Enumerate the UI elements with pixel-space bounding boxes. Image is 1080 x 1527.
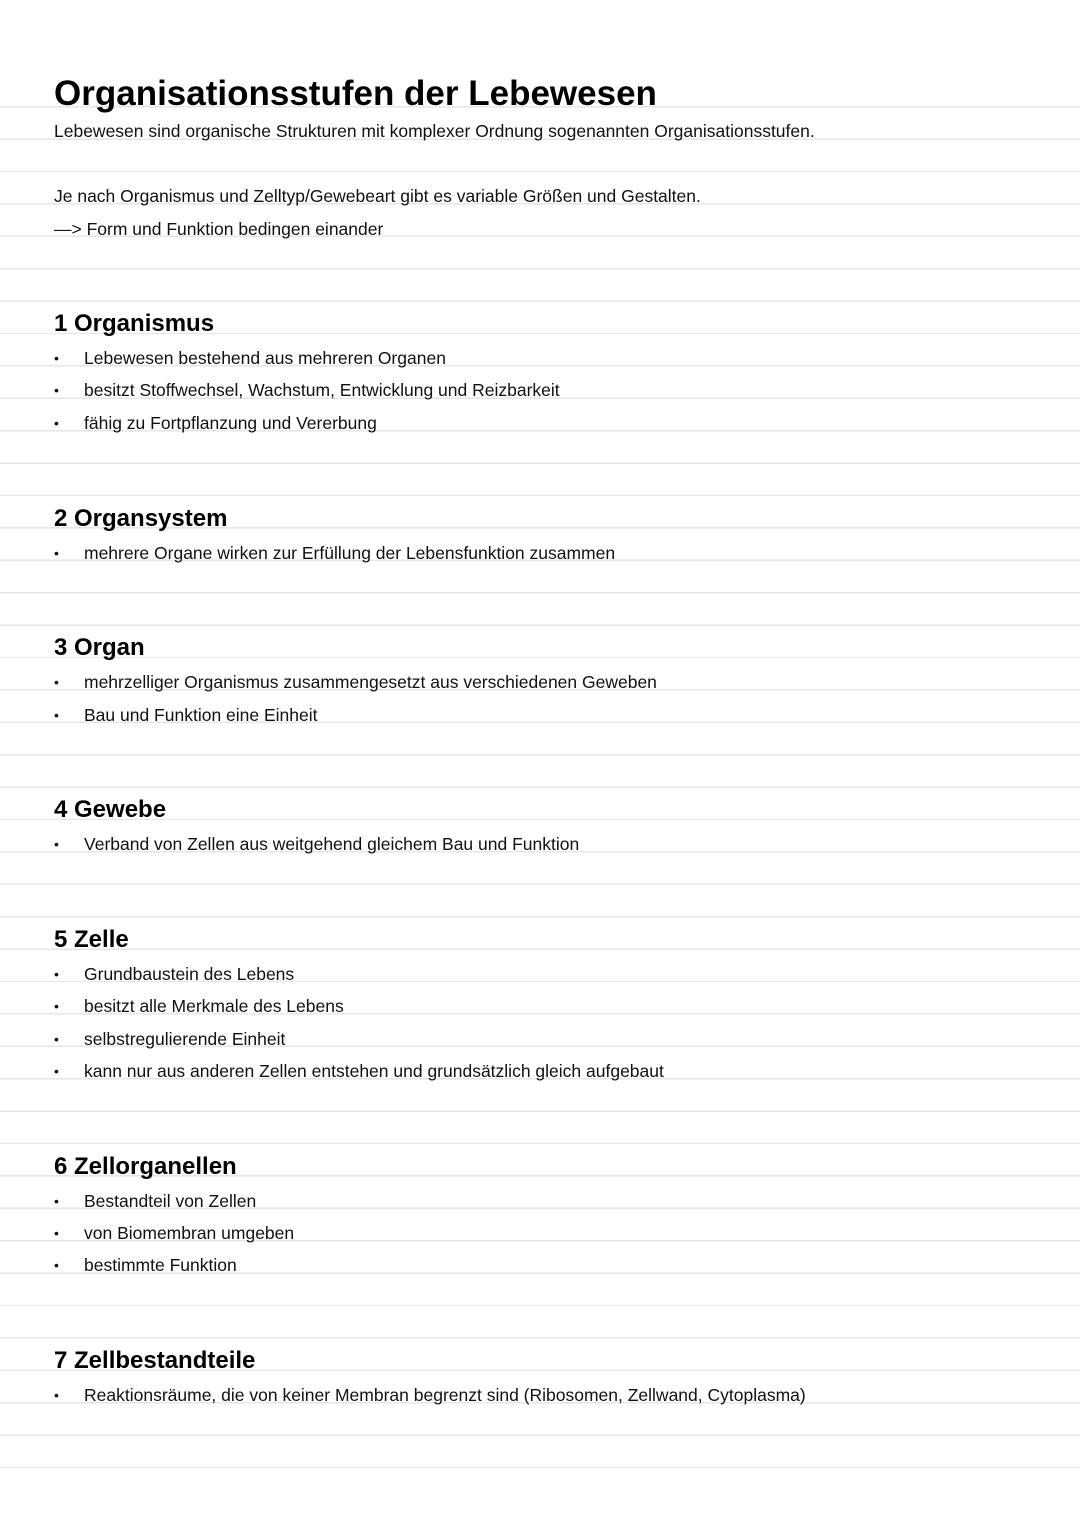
bullet-icon: • xyxy=(54,545,59,561)
list-item xyxy=(54,1028,285,1050)
section-heading-gewebe: 4 Gewebe xyxy=(54,796,167,823)
section-heading-organismus: 1 Organismus xyxy=(54,310,215,337)
bullet-icon: • xyxy=(54,1193,59,1209)
list-item-text: Verband von Zellen aus weitgehend gleichem Bau und Funktion xyxy=(84,834,580,854)
list-item-text: bestimmte Funktion xyxy=(84,1255,237,1275)
bullet-icon: • xyxy=(54,1031,59,1047)
list-item xyxy=(54,1190,256,1212)
bullet-icon: • xyxy=(54,1063,59,1079)
list-item xyxy=(54,347,446,369)
section-heading-organ: 3 Organ xyxy=(54,634,145,661)
section-heading-zellbestandteile: 7 Zellbestandteile xyxy=(54,1347,256,1374)
list-item-text: von Biomembran umgeben xyxy=(84,1223,295,1243)
list-item-text: mehrere Organe wirken zur Erfüllung der Lebensfunktion zusammen xyxy=(84,543,616,563)
bullet-icon: • xyxy=(54,1225,59,1241)
bullet-icon: • xyxy=(54,707,59,723)
bullet-icon: • xyxy=(54,966,59,982)
list-item-text: fähig zu Fortpflanzung und Vererbung xyxy=(84,413,377,433)
section-heading-zelle: 5 Zelle xyxy=(54,926,129,953)
list-item xyxy=(54,671,657,693)
intro-line-1: Lebewesen sind organische Strukturen mit komplexer Ordnung sogenannten Organisationsstufen. xyxy=(54,121,815,141)
list-item-text: besitzt Stoffwechsel, Wachstum, Entwicklung und Reizbarkeit xyxy=(84,380,560,400)
section-heading-organsystem: 2 Organsystem xyxy=(54,505,228,532)
list-item xyxy=(54,963,294,985)
list-item-text: kann nur aus anderen Zellen entstehen und grundsätzlich gleich aufgebaut xyxy=(84,1061,664,1081)
list-item xyxy=(54,704,318,726)
bullet-icon: • xyxy=(54,998,59,1014)
page-title: Organisationsstufen der Lebewesen xyxy=(54,74,657,113)
list-item xyxy=(54,412,377,434)
list-item-text: Bau und Funktion eine Einheit xyxy=(84,705,318,725)
section-heading-zellorganellen: 6 Zellorganellen xyxy=(54,1153,237,1180)
list-item-text: selbstregulierende Einheit xyxy=(84,1029,286,1049)
list-item xyxy=(54,1060,664,1082)
list-item-text: Grundbaustein des Lebens xyxy=(84,964,295,984)
bullet-icon: • xyxy=(54,1387,59,1403)
list-item-text: besitzt alle Merkmale des Lebens xyxy=(84,996,344,1016)
bullet-icon: • xyxy=(54,1257,59,1273)
intro-line-2: Je nach Organismus und Zelltyp/Gewebeart gibt es variable Größen und Gestalten. xyxy=(54,186,701,206)
bullet-icon: • xyxy=(54,382,59,398)
bullet-icon: • xyxy=(54,350,59,366)
list-item xyxy=(54,1222,294,1244)
bullet-icon: • xyxy=(54,415,59,431)
intro-line-3: —> Form und Funktion bedingen einander xyxy=(54,219,384,239)
list-item xyxy=(54,995,344,1017)
bullet-icon: • xyxy=(54,836,59,852)
bullet-icon: • xyxy=(54,674,59,690)
list-item xyxy=(54,542,615,564)
list-item-text: mehrzelliger Organismus zusammengesetzt aus verschiedenen Geweben xyxy=(84,672,657,692)
list-item-text: Lebewesen bestehend aus mehreren Organen xyxy=(84,348,446,368)
list-item-text: Reaktionsräume, die von keiner Membran begrenzt sind (Ribosomen, Zellwand, Cytoplasma) xyxy=(84,1385,806,1405)
list-item-text: Bestandteil von Zellen xyxy=(84,1191,257,1211)
list-item xyxy=(54,833,579,855)
list-item xyxy=(54,1254,237,1276)
list-item xyxy=(54,1384,806,1406)
list-item xyxy=(54,379,560,401)
